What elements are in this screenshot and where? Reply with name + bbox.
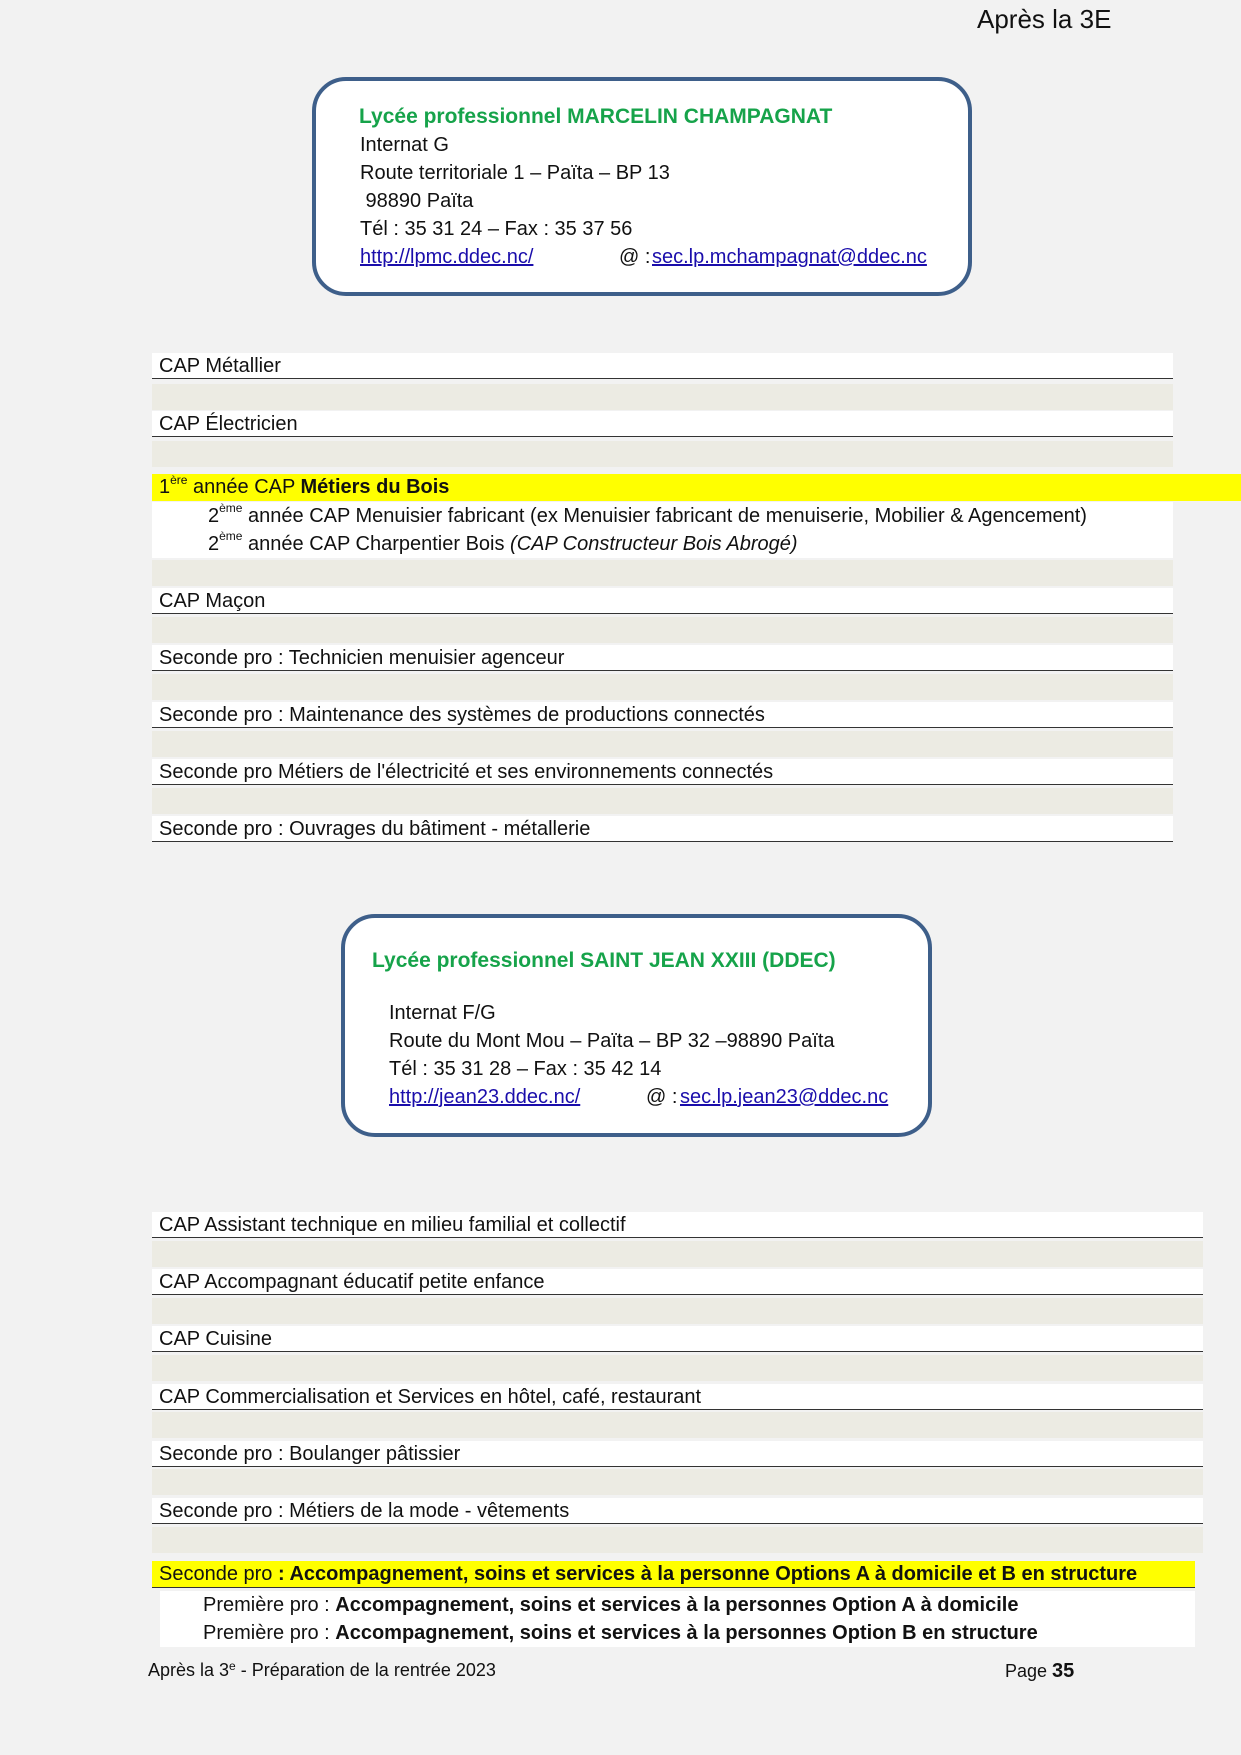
spacer-row bbox=[152, 441, 1173, 467]
program-bold-text: : Accompagnement, soins et services à la personne Options A à domicile et B en structure bbox=[277, 1563, 1138, 1585]
sub-program-row bbox=[152, 530, 1173, 558]
spacer-row bbox=[152, 1527, 1203, 1553]
spacer-row bbox=[152, 1469, 1203, 1495]
program-row-highlighted bbox=[152, 1561, 1195, 1588]
sub-program-row bbox=[152, 502, 1173, 530]
program-row: CAP Métallier bbox=[152, 353, 1173, 379]
spacer-row bbox=[152, 1298, 1203, 1324]
program-text: Première pro : bbox=[203, 1594, 336, 1616]
page-header-title: Après la 3E bbox=[977, 4, 1112, 34]
footer-text: Après la 3 bbox=[148, 1660, 230, 1680]
footer-sup: e bbox=[229, 1659, 236, 1673]
program-row: CAP Assistant technique en milieu familial et collectif bbox=[152, 1212, 1203, 1238]
program-bold-text: Métiers du Bois bbox=[300, 476, 450, 498]
footer-left bbox=[148, 1660, 496, 1681]
program-row: CAP Électricien bbox=[152, 411, 1173, 437]
spacer-row bbox=[152, 1355, 1203, 1381]
program-row: Seconde pro : Technicien menuisier agenceur bbox=[152, 645, 1173, 671]
spacer-row bbox=[152, 1412, 1203, 1438]
school-email-prefix: @ : bbox=[619, 246, 651, 268]
program-italic-text: (CAP Constructeur Bois Abrogé) bbox=[510, 533, 798, 555]
school-phone: Tél : 35 31 28 – Fax : 35 42 14 bbox=[389, 1058, 662, 1080]
program-text: année CAP Menuisier fabricant (ex Menuisier fabricant de menuiserie, Mobilier & Agencement) bbox=[242, 505, 1087, 527]
spacer-row bbox=[152, 731, 1173, 757]
program-row: Seconde pro : Boulanger pâtissier bbox=[152, 1441, 1203, 1467]
sub-program-row bbox=[160, 1591, 1195, 1619]
program-text: Seconde pro bbox=[159, 1563, 278, 1585]
program-row: Seconde pro Métiers de l'électricité et ses environnements connectés bbox=[152, 759, 1173, 785]
program-bold-text: Accompagnement, soins et services à la personnes Option B en structure bbox=[335, 1622, 1038, 1644]
program-row-highlighted bbox=[152, 474, 1241, 501]
program-row: Seconde pro : Ouvrages du bâtiment - métallerie bbox=[152, 816, 1173, 842]
ordinal-number: 1 bbox=[159, 476, 171, 498]
spacer-row bbox=[152, 560, 1173, 586]
school-address: Route du Mont Mou – Païta – BP 32 –98890 Païta bbox=[389, 1030, 835, 1052]
school-internat: Internat F/G bbox=[389, 1002, 496, 1024]
ordinal-suffix: ème bbox=[219, 529, 243, 543]
program-text: Première pro : bbox=[203, 1622, 336, 1644]
footer-page bbox=[1005, 1660, 1074, 1683]
program-row: CAP Maçon bbox=[152, 588, 1173, 614]
program-row: Seconde pro : Maintenance des systèmes de productions connectés bbox=[152, 702, 1173, 728]
spacer-row bbox=[152, 788, 1173, 814]
footer-text: - Préparation de la rentrée 2023 bbox=[235, 1660, 496, 1680]
school-card-champagnat bbox=[312, 77, 972, 296]
program-row: Seconde pro : Métiers de la mode - vêtements bbox=[152, 1498, 1203, 1524]
school-email-link[interactable]: sec.lp.jean23@ddec.nc bbox=[680, 1086, 889, 1108]
spacer-row bbox=[152, 1241, 1203, 1267]
page-number: 35 bbox=[1052, 1660, 1075, 1682]
ordinal-suffix: ème bbox=[219, 501, 243, 515]
school-name: Lycée professionnel SAINT JEAN XXIII (DDEC) bbox=[372, 949, 836, 972]
school-internat: Internat G bbox=[360, 134, 449, 156]
ordinal-number: 2 bbox=[208, 533, 220, 555]
program-row: CAP Commercialisation et Services en hôtel, café, restaurant bbox=[152, 1384, 1203, 1410]
school-address: Route territoriale 1 – Païta – BP 13 bbox=[360, 162, 670, 184]
school-phone: Tél : 35 31 24 – Fax : 35 37 56 bbox=[360, 218, 633, 240]
program-text: année CAP bbox=[187, 476, 301, 498]
program-text: année CAP Charpentier Bois bbox=[242, 533, 511, 555]
spacer-row bbox=[152, 674, 1173, 700]
program-row: CAP Accompagnant éducatif petite enfance bbox=[152, 1269, 1203, 1295]
school-card-saint-jean bbox=[341, 914, 932, 1137]
school-email-prefix: @ : bbox=[646, 1086, 683, 1108]
school-name: Lycée professionnel MARCELIN CHAMPAGNAT bbox=[359, 105, 833, 128]
spacer-row bbox=[152, 384, 1173, 410]
school-email-link[interactable]: sec.lp.mchampagnat@ddec.nc bbox=[652, 246, 927, 268]
school-website-link[interactable]: http://lpmc.ddec.nc/ bbox=[360, 246, 534, 268]
program-row: CAP Cuisine bbox=[152, 1326, 1203, 1352]
spacer-row bbox=[152, 617, 1173, 643]
ordinal-number: 2 bbox=[208, 505, 220, 527]
sub-program-row bbox=[160, 1619, 1195, 1647]
page-label: Page bbox=[1005, 1661, 1053, 1681]
school-website-link[interactable]: http://jean23.ddec.nc/ bbox=[389, 1086, 581, 1108]
ordinal-suffix: ère bbox=[170, 473, 188, 487]
school-city: 98890 Païta bbox=[360, 190, 474, 212]
program-bold-text: Accompagnement, soins et services à la personnes Option A à domicile bbox=[335, 1594, 1019, 1616]
